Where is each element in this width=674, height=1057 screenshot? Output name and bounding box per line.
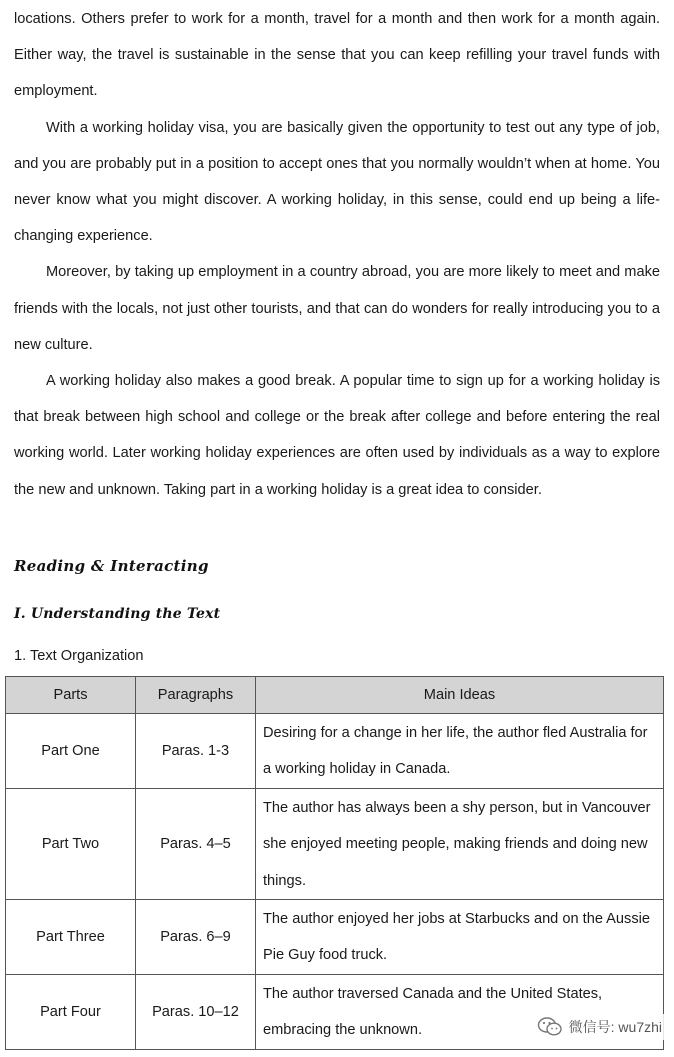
- cell-part: Part Four: [6, 974, 136, 1049]
- text-organization-table: [5, 676, 664, 1050]
- watermark: [535, 1014, 664, 1040]
- paragraph-3: Moreover, by taking up employment in a country abroad, you are more likely to meet and make friends with the locals, not just other tourists, and that can do wonders for really introducing you to a new culture.: [14, 264, 660, 353]
- cell-main-idea: The author enjoyed her jobs at Starbucks and on the Aussie Pie Guy food truck.: [256, 900, 664, 975]
- cell-part: Part One: [6, 714, 136, 789]
- cell-paragraphs: Paras. 10–12: [136, 974, 256, 1049]
- table-row: [6, 788, 664, 899]
- paragraph-2: With a working holiday visa, you are basically given the opportunity to test out any type of job, and you are probably put in a position to accept ones that you normally wouldn’t when at home. You never know what you might discover. A working holiday, in this sense, could end up being a life-changing experience.: [14, 119, 660, 245]
- cell-paragraphs: Paras. 1-3: [136, 714, 256, 789]
- wechat-icon: [537, 1016, 563, 1038]
- cell-part: Part Three: [6, 900, 136, 975]
- cell-paragraphs: Paras. 6–9: [136, 900, 256, 975]
- header-parts: Parts: [6, 677, 136, 714]
- cell-paragraphs: Paras. 4–5: [136, 788, 256, 899]
- paragraph-4: A working holiday also makes a good break. A popular time to sign up for a working holiday is that break between high school and college or the break after college and before entering the real working world. Later working holiday experiences are often used by individuals as a way to explore the new and unknown. Taking part in a working holiday is a great idea to consider.: [14, 373, 660, 498]
- table-row: [6, 714, 664, 789]
- table-row: [6, 900, 664, 975]
- sub-heading: I. Understanding the Text: [14, 606, 221, 622]
- cell-main-idea: The author traversed Canada and the United States, embracing the unknown.: [256, 974, 664, 1049]
- watermark-text: 微信号: wu7zhi: [568, 1019, 662, 1035]
- header-main-ideas: Main Ideas: [256, 677, 664, 714]
- paragraph-1: locations. Others prefer to work for a month, travel for a month and then work for a month again. Either way, the travel is sustainable in the sense that you can keep refilling your travel funds with employment.: [14, 11, 660, 100]
- table-caption: 1. Text Organization: [14, 648, 144, 664]
- cell-main-idea: The author has always been a shy person, but in Vancouver she enjoyed meeting people, making friends and doing new things.: [256, 788, 664, 899]
- cell-main-idea: Desiring for a change in her life, the author fled Australia for a working holiday in Canada.: [256, 714, 664, 789]
- header-paragraphs: Paragraphs: [136, 677, 256, 714]
- cell-part: Part Two: [6, 788, 136, 899]
- section-heading: Reading & Interacting: [14, 557, 209, 575]
- table-header-row: [6, 677, 664, 714]
- article-body: [14, 0, 660, 508]
